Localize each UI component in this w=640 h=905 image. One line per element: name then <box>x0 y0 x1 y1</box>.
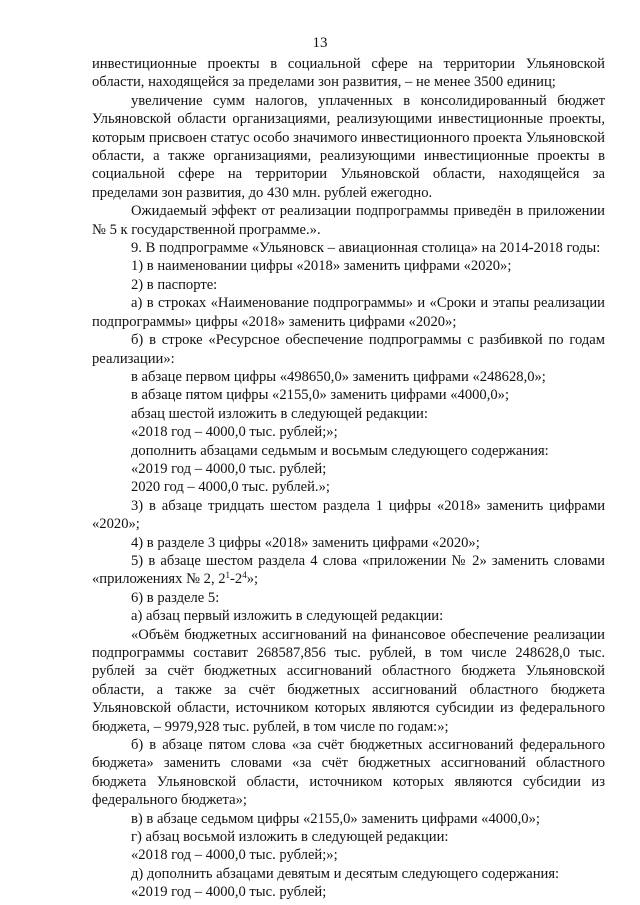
paragraph: б) в абзаце пятом слова «за счёт бюджетных ассигнований федерального бюджета» заменить словами «за счёт бюджетных ассигнований областного бюджета Ульяновской области, источником которых являются субсидии из федерального бюджета»; <box>92 737 605 809</box>
paragraph: «2019 год – 4000,0 тыс. рублей; <box>131 460 327 477</box>
paragraph: в абзаце первом цифры «498650,0» заменить цифрами «248628,0»; <box>131 368 546 385</box>
paragraph: «Объём бюджетных ассигнований на финансовое обеспечение реализации подпрограммы составит 268587,856 тыс. рублей, в том числе 248628,0 тыс. рублей за счёт бюджетных ассигнований областного бюджета Ульяновской области, а также за счёт бюджетных ассигнований областного бюджета Ульяновской области, источником которых являются субсидии из федерального бюджета, – 9979,928 тыс. рублей, в том числе по годам:»; <box>92 626 605 735</box>
paragraph: 2) в паспорте: <box>131 276 218 293</box>
paragraph: в абзаце пятом цифры «2155,0» заменить цифрами «4000,0»; <box>131 387 510 404</box>
paragraph: а) в строках «Наименование подпрограммы» и «Сроки и этапы реализации подпрограммы» цифры «2018» заменить цифрами «2020»; <box>92 295 605 330</box>
paragraph-with-superscripts <box>92 552 605 589</box>
paragraph: 2020 год – 4000,0 тыс. рублей.»; <box>131 479 330 496</box>
paragraph: увеличение сумм налогов, уплаченных в консолидированный бюджет Ульяновской области организациями, реализующими инвестиционные проекты, которым присвоен статус особо значимого инвестиционного проекта Ульяновской области, а также организациями, реализующими инвестиционные проекты в социальной сфере на территории Ульяновской области, находящейся за пределами зон развития, до 430 млн. рублей ежегодно. <box>92 92 605 201</box>
superscript: 4 <box>242 570 247 581</box>
paragraph: Ожидаемый эффект от реализации подпрограммы приведён в приложении № 5 к государственной программе.». <box>92 203 605 238</box>
paragraph: инвестиционные проекты в социальной сфере на территории Ульяновской области, находящейся за пределами зон развития, – не менее 3500 единиц; <box>92 56 605 91</box>
superscript: 1 <box>225 570 231 581</box>
paragraph: дополнить абзацами седьмым и восьмым следующего содержания: <box>131 442 549 459</box>
paragraph: 3) в абзаце тридцать шестом раздела 1 цифры «2018» заменить цифрами «2020»; <box>92 497 605 533</box>
paragraph-text: -2 <box>230 571 243 588</box>
paragraph: 6) в разделе 5: <box>131 589 220 606</box>
paragraph-text: 5) в абзаце шестом раздела 4 слова «приложении № 2» заменить словами «приложениях № 2, 2 <box>92 552 605 588</box>
paragraph: 1) в наименовании цифры «2018» заменить цифрами «2020»; <box>131 258 512 275</box>
document-body <box>92 55 605 902</box>
paragraph: абзац шестой изложить в следующей редакции: <box>131 405 428 422</box>
page-number: 13 <box>312 35 328 51</box>
paragraph: 9. В подпрограмме «Ульяновск – авиационная столица» на 2014-2018 годы: <box>131 240 601 257</box>
paragraph: «2018 год – 4000,0 тыс. рублей;»; <box>131 424 338 441</box>
paragraph: а) абзац первый изложить в следующей редакции: <box>131 608 444 625</box>
paragraph: «2019 год – 4000,0 тыс. рублей; <box>131 884 327 901</box>
paragraph: д) дополнить абзацами девятым и десятым следующего содержания: <box>131 865 560 882</box>
paragraph: б) в строке «Ресурсное обеспечение подпрограммы с разбивкой по годам реализации»: <box>92 332 605 367</box>
paragraph: «2018 год – 4000,0 тыс. рублей;»; <box>131 847 338 864</box>
paragraph: 4) в разделе 3 цифры «2018» заменить цифрами «2020»; <box>131 534 480 551</box>
paragraph: г) абзац восьмой изложить в следующей редакции: <box>131 829 449 846</box>
paragraph: в) в абзаце седьмом цифры «2155,0» заменить цифрами «4000,0»; <box>131 810 540 827</box>
paragraph-text: »; <box>246 571 259 588</box>
